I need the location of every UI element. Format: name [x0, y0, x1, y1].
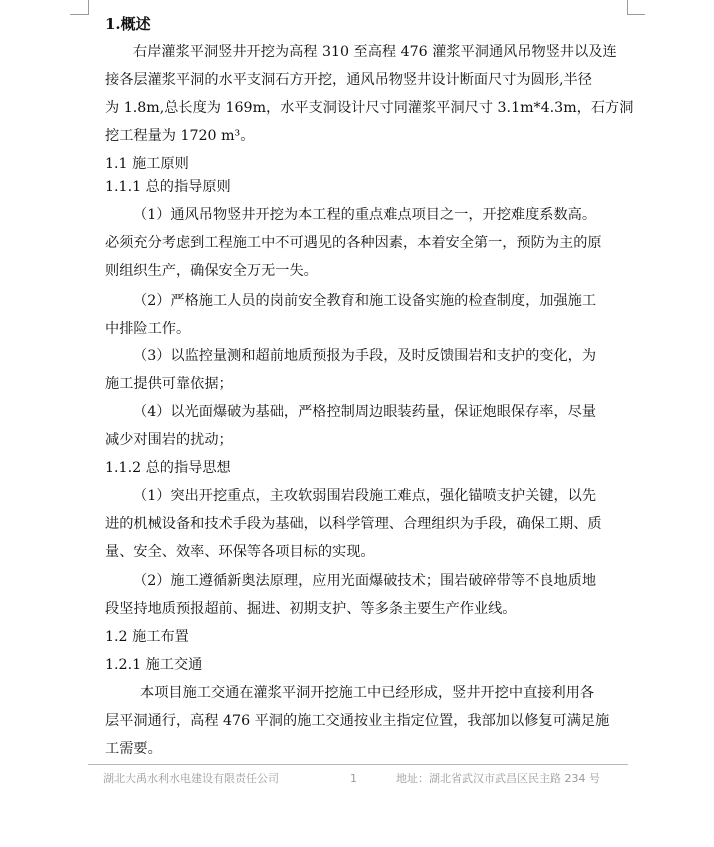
principle-line: 减少对围岩的扰动；	[105, 432, 233, 448]
traffic-line: 层平洞通行，高程 476 平洞的施工交通按业主指定位置，我部加以修复可满足施	[105, 713, 610, 729]
thought-line: （1）突出开挖重点，主攻软弱围岩段施工难点，强化锚喷支护关键，以先	[133, 488, 597, 504]
thought-line: 进的机械设备和技术手段为基础，以科学管理、合理组织为手段，确保工期、质	[105, 516, 602, 532]
principle-line: 中排险工作。	[105, 321, 191, 337]
intro-line: 挖工程量为 1720 m³。	[105, 128, 255, 144]
principle-line: （3）以监控量测和超前地质预报为手段，及时反馈围岩和支护的变化，为	[133, 348, 597, 364]
principle-line: （4）以光面爆破为基础，严格控制周边眼装药量，保证炮眼保存率，尽量	[133, 404, 597, 420]
principle-line: （2）严格施工人员的岗前安全教育和施工设备实施的检查制度，加强施工	[133, 293, 597, 309]
section-1-2-title: 1.2 施工布置	[105, 629, 189, 645]
top-left-corner-mark-v	[88, 0, 89, 15]
section-1-1-title: 1.1 施工原则	[105, 156, 189, 172]
traffic-line: 本项目施工交通在灌浆平洞开挖施工中已经形成，竖井开挖中直接利用各	[140, 685, 595, 701]
section-1-title: 1.概述	[105, 15, 151, 33]
principle-line: （1）通风吊物竖井开挖为本工程的重点难点项目之一，开挖难度系数高。	[133, 207, 597, 223]
principle-line: 则组织生产，确保安全万无一失。	[105, 263, 318, 279]
thought-line: 段坚持地质预报超前、掘进、初期支护、等多条主要生产作业线。	[105, 601, 517, 617]
top-left-corner-mark-h	[70, 14, 88, 15]
intro-line: 右岸灌浆平洞竖井开挖为高程 310 至高程 476 灌浆平洞通风吊物竖井以及连	[133, 44, 617, 60]
section-1-2-1-title: 1.2.1 施工交通	[105, 657, 203, 673]
intro-line: 为 1.8m,总长度为 169m，水平支洞设计尺寸同灌浆平洞尺寸 3.1m*4.3m，石方洞	[105, 100, 634, 116]
top-right-corner-mark-v	[627, 0, 628, 15]
traffic-line: 工需要。	[105, 741, 162, 757]
principle-line: 必须充分考虑到工程施工中不可遇见的各种因素，本着安全第一，预防为主的原	[105, 235, 602, 251]
principle-line: 施工提供可靠依据；	[105, 376, 233, 392]
thought-line: 量、安全、效率、环保等各项目标的实现。	[105, 544, 375, 560]
footer-company: 湖北大禹水利水电建设有限责任公司	[103, 772, 279, 785]
footer-rule	[88, 764, 628, 765]
intro-line: 接各层灌浆平洞的水平支洞石方开挖，通风吊物竖井设计断面尺寸为圆形,半径	[105, 72, 592, 88]
section-1-1-2-title: 1.1.2 总的指导思想	[105, 460, 231, 476]
section-1-1-1-title: 1.1.1 总的指导原则	[105, 179, 231, 195]
footer-page-number: 1	[350, 772, 357, 785]
thought-line: （2）施工遵循新奥法原理，应用光面爆破技术；围岩破碎带等不良地质地	[133, 573, 597, 589]
footer-address: 地址：湖北省武汉市武昌区民主路 234 号	[396, 772, 600, 785]
